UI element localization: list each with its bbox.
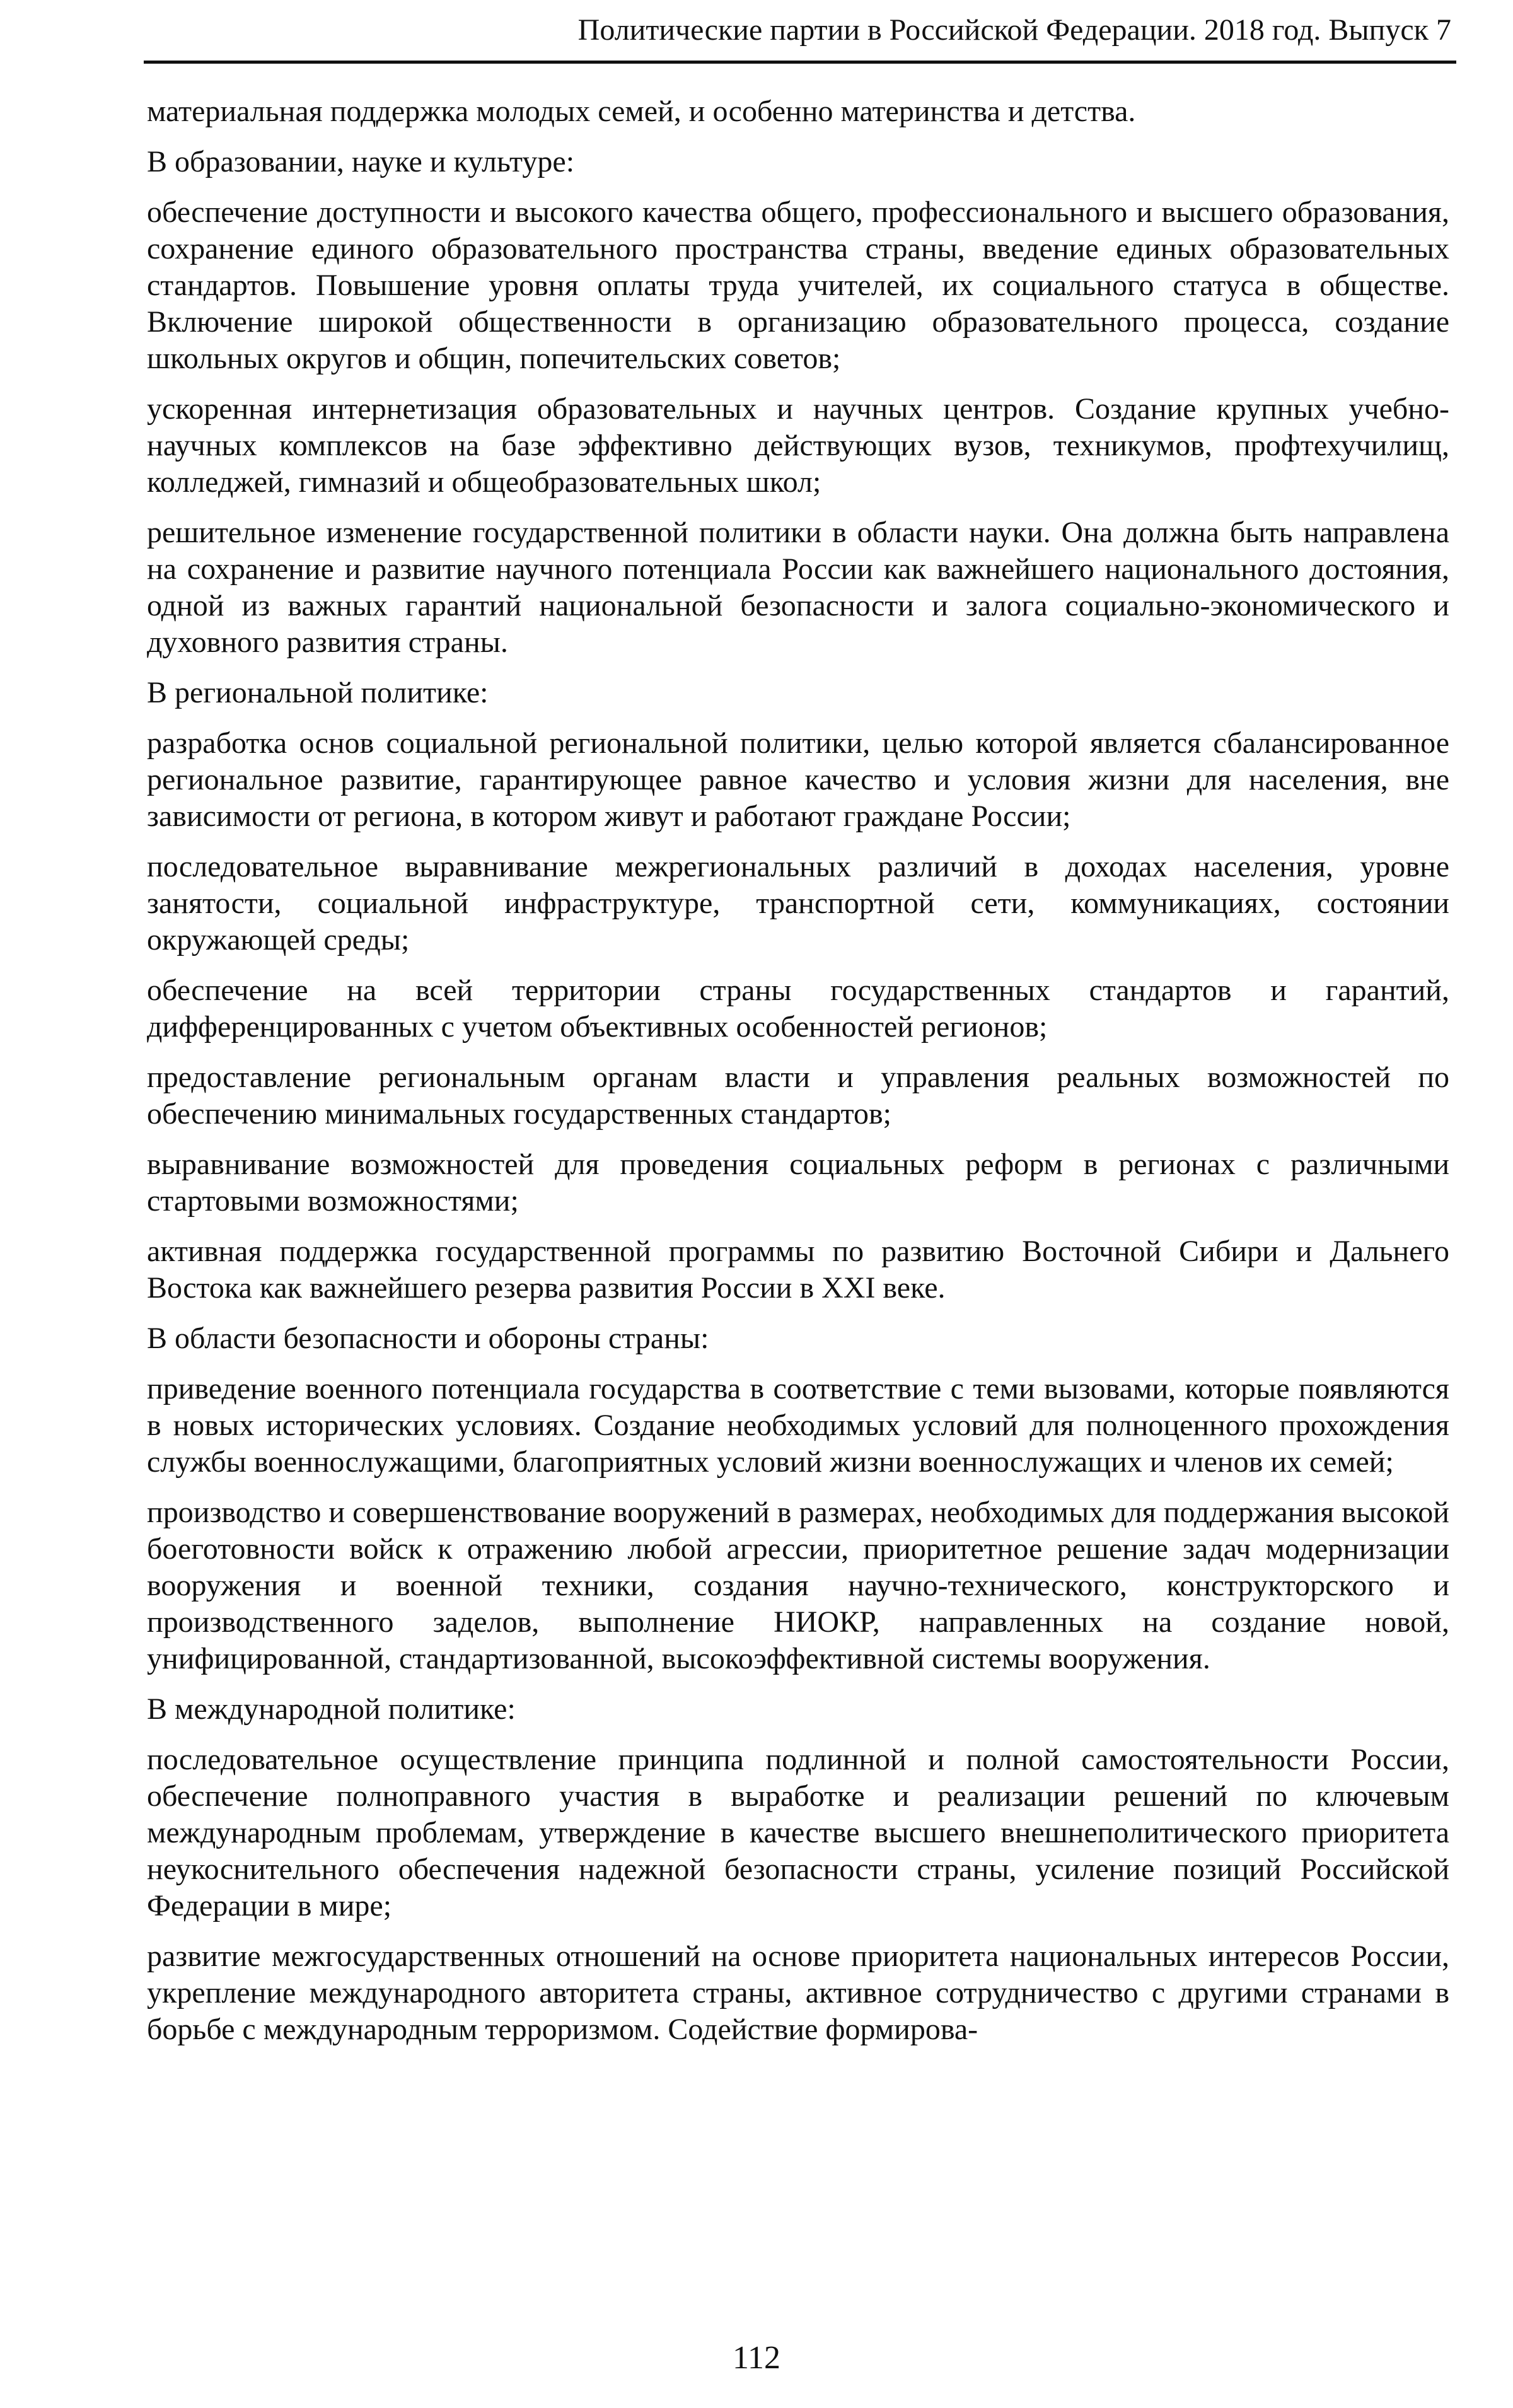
paragraph: последовательное осуществление принципа подлинной и полной самостоятельности России, обеспечение полноправного участия в выработке и реализации решений по ключевым международным проблемам, утверждение в качестве высшего внешнеполитического приоритета неукоснительного обеспечения надежной безопасности страны, усиление позиций Российской Федерации в мире; xyxy=(147,1743,1449,1922)
paragraph: предоставление региональным органам власти и управления реальных возможностей по обеспечению минимальных государственных стандартов; xyxy=(147,1061,1449,1131)
section-heading: В области безопасности и обороны страны: xyxy=(147,1322,709,1355)
paragraph: производство и совершенствование вооружений в размерах, необходимых для поддержания высокой боеготовности войск к отражению любой агрессии, приоритетное решение задач модернизации вооружения и военной техники, создания научно-технического, конструкторского и производственного заделов, выполнение НИОКР, направленных на создание новой, унифицированной, стандартизованной, высокоэффективной системы вооружения. xyxy=(147,1496,1449,1675)
header-rule xyxy=(144,61,1456,64)
paragraph: решительное изменение государственной политики в области науки. Она должна быть направлена на сохранение и развитие научного потенциала России как важнейшего национального достояния, одной из важных гарантий национальной безопасности и залога социально-экономического и духовного развития страны. xyxy=(147,516,1449,659)
paragraph: материальная поддержка молодых семей, и особенно материнства и детства. xyxy=(147,95,1136,128)
paragraph: разработка основ социальной региональной политики, целью которой является сбалансированное региональное развитие, гарантирующее равное качество и условия жизни для населения, вне зависимости от региона, в котором живут и работают граждане России; xyxy=(147,726,1449,833)
section-heading: В международной политике: xyxy=(147,1692,516,1726)
body-text xyxy=(147,93,1449,2048)
paragraph: активная поддержка государственной программы по развитию Восточной Сибири и Дальнего Востока как важнейшего резерва развития России в XXI веке. xyxy=(147,1235,1449,1305)
paragraph: последовательное выравнивание межрегиональных различий в доходах населения, уровне занятости, социальной инфраструктуре, транспортной сети, коммуникациях, состоянии окружающей среды; xyxy=(147,850,1449,957)
paragraph: ускоренная интернетизация образовательных и научных центров. Создание крупных учебно-научных комплексов на базе эффективно действующих вузов, техникумов, профтехучилищ, колледжей, гимназий и общеобразовательных школ; xyxy=(147,392,1449,499)
paragraph: обеспечение доступности и высокого качества общего, профессионального и высшего образования, сохранение единого образовательного пространства страны, введение единых образовательных стандартов. Повышение уровня оплаты труда учителей, их социального статуса в обществе. Включение широкой общественности в организацию образовательного процесса, создание школьных округов и общин, попечительских советов; xyxy=(147,195,1449,375)
paragraph: обеспечение на всей территории страны государственных стандартов и гарантий, дифференцированных с учетом объективных особенностей регионов; xyxy=(147,974,1449,1044)
page-number: 112 xyxy=(732,2340,781,2376)
running-header: Политические партии в Российской Федерации. 2018 год. Выпуск 7 xyxy=(577,13,1451,47)
paragraph: развитие межгосударственных отношений на основе приоритета национальных интересов России, укрепление международного авторитета страны, активное сотрудничество с другими странами в борьбе с международным терроризмом. Содействие формирова- xyxy=(147,1940,1449,2046)
paragraph: приведение военного потенциала государства в соответствие с теми вызовами, которые появляются в новых исторических условиях. Создание необходимых условий для полноценного прохождения службы военнослужащими, благоприятных условий жизни военнослужащих и членов их семей; xyxy=(147,1372,1449,1479)
paragraph: выравнивание возможностей для проведения социальных реформ в регионах с различными стартовыми возможностями; xyxy=(147,1148,1449,1218)
section-heading: В региональной политике: xyxy=(147,676,489,709)
section-heading: В образовании, науке и культуре: xyxy=(147,145,575,178)
